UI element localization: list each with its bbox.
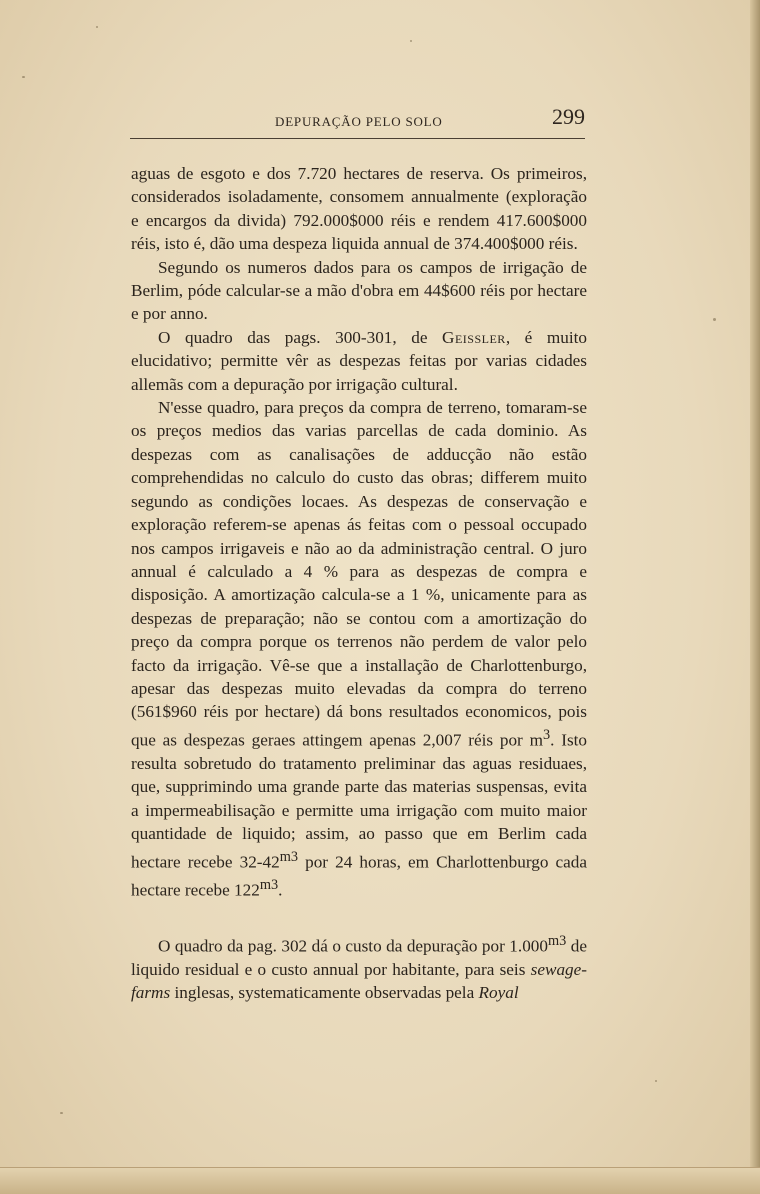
- superscript: m3: [547, 932, 567, 949]
- author-name: Geissler: [442, 327, 506, 347]
- paragraph-text: O quadro da pag. 302 dá o custo da depuração por 1.000: [158, 936, 548, 956]
- paragraph-text: O quadro das pags. 300-301, de: [158, 327, 443, 347]
- paragraph-text: inglesas, systematicamente observadas pela: [170, 983, 479, 1003]
- paper-speck: [713, 318, 716, 321]
- paragraph: [131, 162, 587, 256]
- paragraph: [131, 396, 587, 902]
- paragraph: [131, 930, 587, 1005]
- paragraph-text: Segundo os numeros dados para os campos de irrigação de Berlim, póde calcular-se a mão d'obra em 44$600 réis por hectare e por anno.: [131, 257, 587, 324]
- running-title: DEPURAÇÃO PELO SOLO: [275, 114, 443, 129]
- page-edge-right: [750, 0, 760, 1194]
- paragraph-text: por 24 horas, em Charlottenburgo cada hectare recebe 122: [131, 852, 587, 900]
- paper-speck: [22, 76, 25, 78]
- italic-term: Royal: [478, 983, 519, 1003]
- body-text: [131, 162, 587, 1005]
- paper-speck: [410, 40, 412, 42]
- italic-term: sewage-farms: [131, 959, 587, 1003]
- paragraph-text: .: [278, 880, 283, 900]
- paper-speck: [60, 1112, 63, 1114]
- paper-speck: [655, 1080, 657, 1082]
- paragraph-text: aguas de esgoto e dos 7.720 hectares de reserva. Os primeiros, considerados isoladamente, consomem annualmente (exploração e encargos da divida) 792.000$000 réis e rendem 417.600$000 réis, isto é, dão uma despeza liquida annual de 374.400$000 réis.: [131, 164, 587, 254]
- page-number: 299: [552, 104, 585, 129]
- paragraph-text: de liquido residual e o custo annual por habitante, para seis: [131, 936, 587, 979]
- paragraph-text: N'esse quadro, para preços da compra de terreno, tomaram-se os preços medios das varias parcellas de cada dominio. As despezas com as canalisações de adducção não estão comprehendidas no calculo do custo das obras; differem muito segundo as condições locaes. As despezas de conservação e exploração referem-se apenas ás feitas com o pessoal occupado nos campos irrigaveis e não ao da administração central. O juro annual é calculado a 4 % para as despezas de compra e disposição. A amortização calcula-se a 1 %, unicamente para as despezas de preparação; não se contou com a amortização do preço da compra porque os terrenos não perdem de valor pelo facto da irrigação. Vê-se que a installação de Charlottenburgo, apesar das despezas muito elevadas da compra do terreno (561$960 réis por hectare) dá bons resultados economicos, pois que as despezas geraes attingem apenas 2,007 réis por m: [131, 398, 587, 750]
- paper-speck: [96, 26, 98, 28]
- running-header: [130, 106, 585, 139]
- page-edge-bottom: [0, 1167, 760, 1194]
- paragraph: [131, 326, 587, 396]
- superscript: m3: [279, 848, 299, 865]
- superscript: m3: [259, 876, 279, 893]
- superscript: 3: [542, 726, 551, 743]
- paragraph-text: . Isto resulta sobretudo do tratamento preliminar das aguas residuaes, que, supprimindo uma grande parte das materias suspensas, evita a impermeabilisação e permitte uma irrigação com muito maior quantidade de liquido; assim, ao passo que em Berlim cada hectare recebe 32-42: [131, 730, 587, 872]
- paragraph-text: , é muito elucidativo; permitte vêr as despezas feitas por varias cidades allemãs com a depuração por irrigação cultural.: [131, 327, 587, 394]
- paragraph: [131, 256, 587, 326]
